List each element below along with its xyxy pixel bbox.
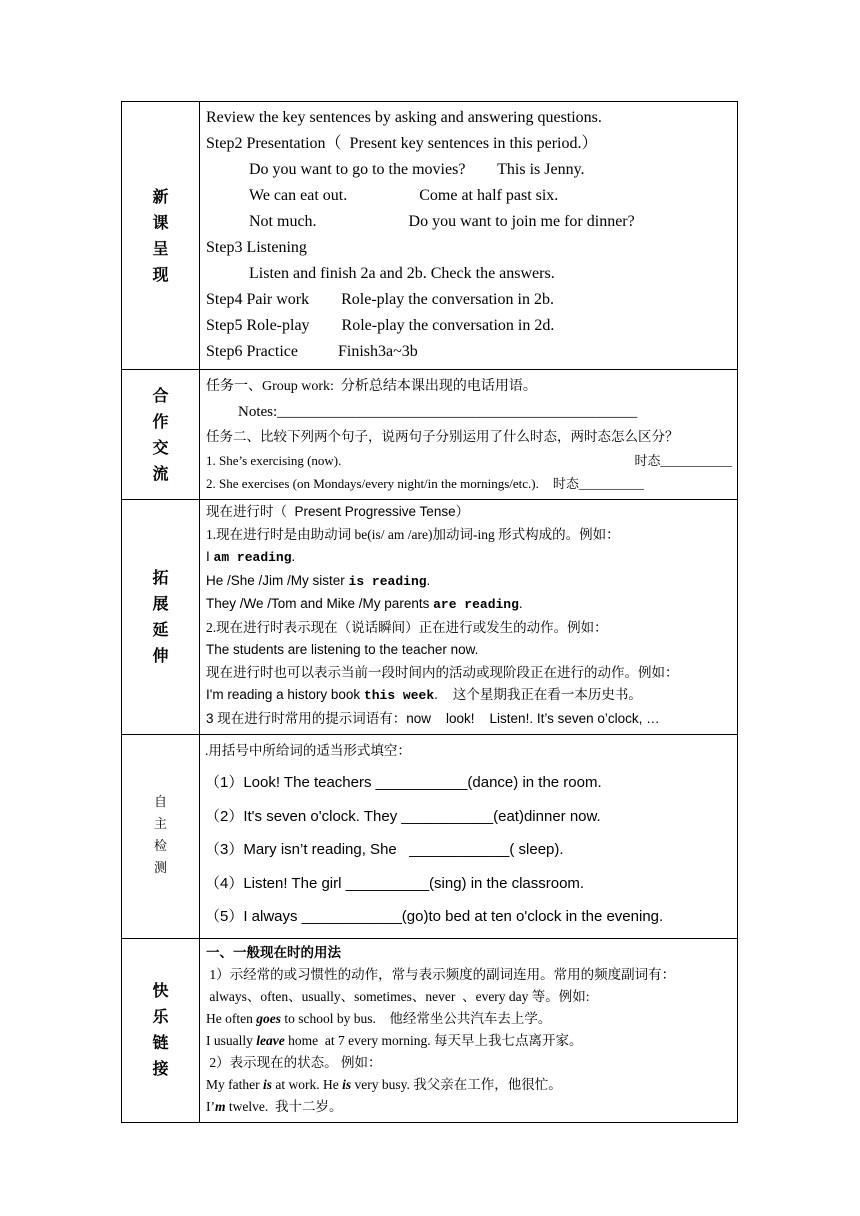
link-example-4 xyxy=(206,1096,732,1118)
presentation-line: Do you want to go to the movies? This is Jenny. xyxy=(249,161,585,178)
ex-text: home at 7 every morning. 每天早上我七点离开家。 xyxy=(284,1032,583,1048)
exercise-item: （1）Look! The teachers ___________(dance) in the room. xyxy=(205,774,602,791)
row-cooperation xyxy=(122,370,738,500)
presentation-line: Step6 Practice Finish3a~3b xyxy=(206,343,418,360)
row-content-selfcheck xyxy=(200,735,738,939)
ex-verb: goes xyxy=(256,1010,281,1026)
presentation-line: Listen and finish 2a and 2b. Check the answers. xyxy=(249,265,555,282)
presentation-line: We can eat out. Come at half past six. xyxy=(249,187,559,204)
ext-verb-phrase: am reading xyxy=(213,550,292,565)
ex-verb: m xyxy=(215,1098,226,1114)
ext-line-7: The students are listening to the teacher now. xyxy=(206,642,479,657)
ext-line-10: 3 现在进行时常用的提示词语有：now look! Listen!. It’s seven o’clock, … xyxy=(206,710,660,726)
row-label-cell xyxy=(122,500,200,735)
row-presentation xyxy=(122,102,738,370)
selfcheck-instruction: .用括号中所给词的适当形式填空： xyxy=(205,743,411,758)
exercise-item: （3）Mary isn’t reading, She ____________( sleep). xyxy=(205,841,564,858)
link-paragraph: always、often、usually、sometimes、never 、every day 等。例如: xyxy=(206,988,590,1004)
ex-text: I usually xyxy=(206,1032,257,1048)
row-selfcheck xyxy=(122,735,738,939)
ext-line-5 xyxy=(206,593,732,617)
notes-line: Notes:________________________________________________ xyxy=(238,404,638,420)
ext-text: . xyxy=(291,549,296,564)
row-label-link: 快乐链接 xyxy=(152,981,169,1078)
task1-text: 任务一、Group work: 分析总结本课出现的电话用语。 xyxy=(206,379,537,394)
row-link xyxy=(122,938,738,1122)
ex-text: I’ xyxy=(206,1098,215,1114)
ex-text: He often xyxy=(206,1010,257,1026)
sentence-2: 2. She exercises (on Mondays/every night/in the mornings/etc.). xyxy=(206,476,539,491)
ext-text: They /We /Tom and Mike /My parents xyxy=(206,596,434,611)
tense-blank-2: 时态__________ xyxy=(552,476,644,491)
link-example-3 xyxy=(206,1074,732,1096)
ext-line-1: 现在进行时（ Present Progressive Tense） xyxy=(206,504,470,519)
ext-time-phrase: this week xyxy=(363,688,435,703)
ex-verb: leave xyxy=(256,1032,285,1048)
ext-line-6: 2.现在进行时表示现在（说话瞬间）正在进行或发生的动作。例如： xyxy=(206,619,608,635)
row-label-cell xyxy=(122,938,200,1122)
presentation-line: Step3 Listening xyxy=(206,239,307,256)
row-label-presentation: 新课呈现 xyxy=(152,186,169,284)
presentation-line: Step5 Role-play Role-play the conversation in 2d. xyxy=(206,317,555,334)
ex-verb: is xyxy=(342,1076,352,1092)
row-content-cooperation xyxy=(200,370,738,500)
row-label-cell xyxy=(122,102,200,370)
ext-verb-phrase: are reading xyxy=(433,597,519,612)
exercise-item: （2）It's seven o'clock. They ___________(eat)dinner now. xyxy=(205,807,601,825)
ext-text: I'm reading a history book xyxy=(206,687,364,702)
ext-line-2: 1.现在进行时是由助动词 be(is/ am /are)加动词-ing 形式构成的。例如： xyxy=(206,526,620,542)
ex-text: very busy. 我父亲在工作，他很忙。 xyxy=(351,1076,562,1092)
row-label-extension: 拓展延伸 xyxy=(152,568,169,665)
link-paragraph: 1）示经常的或习惯性的动作，常与表示频度的副词连用。常用的频度副词有： xyxy=(206,966,676,982)
lesson-plan-table xyxy=(121,101,738,1123)
ext-text: I xyxy=(206,549,214,564)
row-extension xyxy=(122,500,738,735)
row-content-presentation xyxy=(200,102,738,370)
presentation-line: Review the key sentences by asking and answering questions. xyxy=(206,109,602,126)
ext-line-9 xyxy=(206,684,732,708)
row-label-selfcheck: 自主检测 xyxy=(153,795,167,877)
ex-text: to school by bus. 他经常坐公共汽车去上学。 xyxy=(280,1010,552,1026)
tense-blank-1: 时态___________ xyxy=(634,453,732,468)
ext-verb-phrase: is reading xyxy=(348,573,427,589)
ext-line-3 xyxy=(206,546,732,570)
ext-text: He /She /Jim /My sister xyxy=(206,572,349,588)
ext-text: . xyxy=(426,572,431,588)
link-example-1 xyxy=(206,1008,732,1030)
ex-text: My father xyxy=(206,1076,263,1092)
presentation-line: Not much. Do you want to join me for dinner? xyxy=(249,213,635,230)
row-content-extension xyxy=(200,500,738,735)
link-heading: 一、一般现在时的用法 xyxy=(206,944,341,960)
presentation-line: Step4 Pair work Role-play the conversation in 2b. xyxy=(206,291,554,308)
exercise-item: （4）Listen! The girl __________(sing) in the classroom. xyxy=(205,874,585,892)
ext-line-4 xyxy=(206,570,732,594)
ext-text: . xyxy=(518,596,523,611)
row-label-cooperation: 合作交流 xyxy=(152,385,169,483)
exercise-item: （5）I always ____________(go)to bed at ten o'clock in the evening. xyxy=(205,908,664,925)
link-example-2 xyxy=(206,1030,732,1052)
ex-verb: is xyxy=(262,1076,272,1092)
ex-text: at work. He xyxy=(272,1076,343,1092)
sentence-1: 1. She’s exercising (now). xyxy=(206,453,342,468)
ex-text: twelve. 我十二岁。 xyxy=(225,1098,343,1114)
row-label-cell xyxy=(122,370,200,500)
row-content-link xyxy=(200,938,738,1122)
presentation-line: Step2 Presentation（ Present key sentences in this period.） xyxy=(206,135,598,152)
ext-text: . 这个星期我正在看一本历史书。 xyxy=(434,687,642,702)
task2-text: 任务二、比较下列两个句子，说两句子分别运用了什么时态，两时态怎么区分？ xyxy=(206,429,679,444)
ext-line-8: 现在进行时也可以表示当前一段时间内的活动或现阶段正在进行的动作。例如： xyxy=(206,664,679,680)
link-paragraph: 2）表示现在的状态。 例如： xyxy=(206,1054,382,1070)
row-label-cell xyxy=(122,735,200,939)
